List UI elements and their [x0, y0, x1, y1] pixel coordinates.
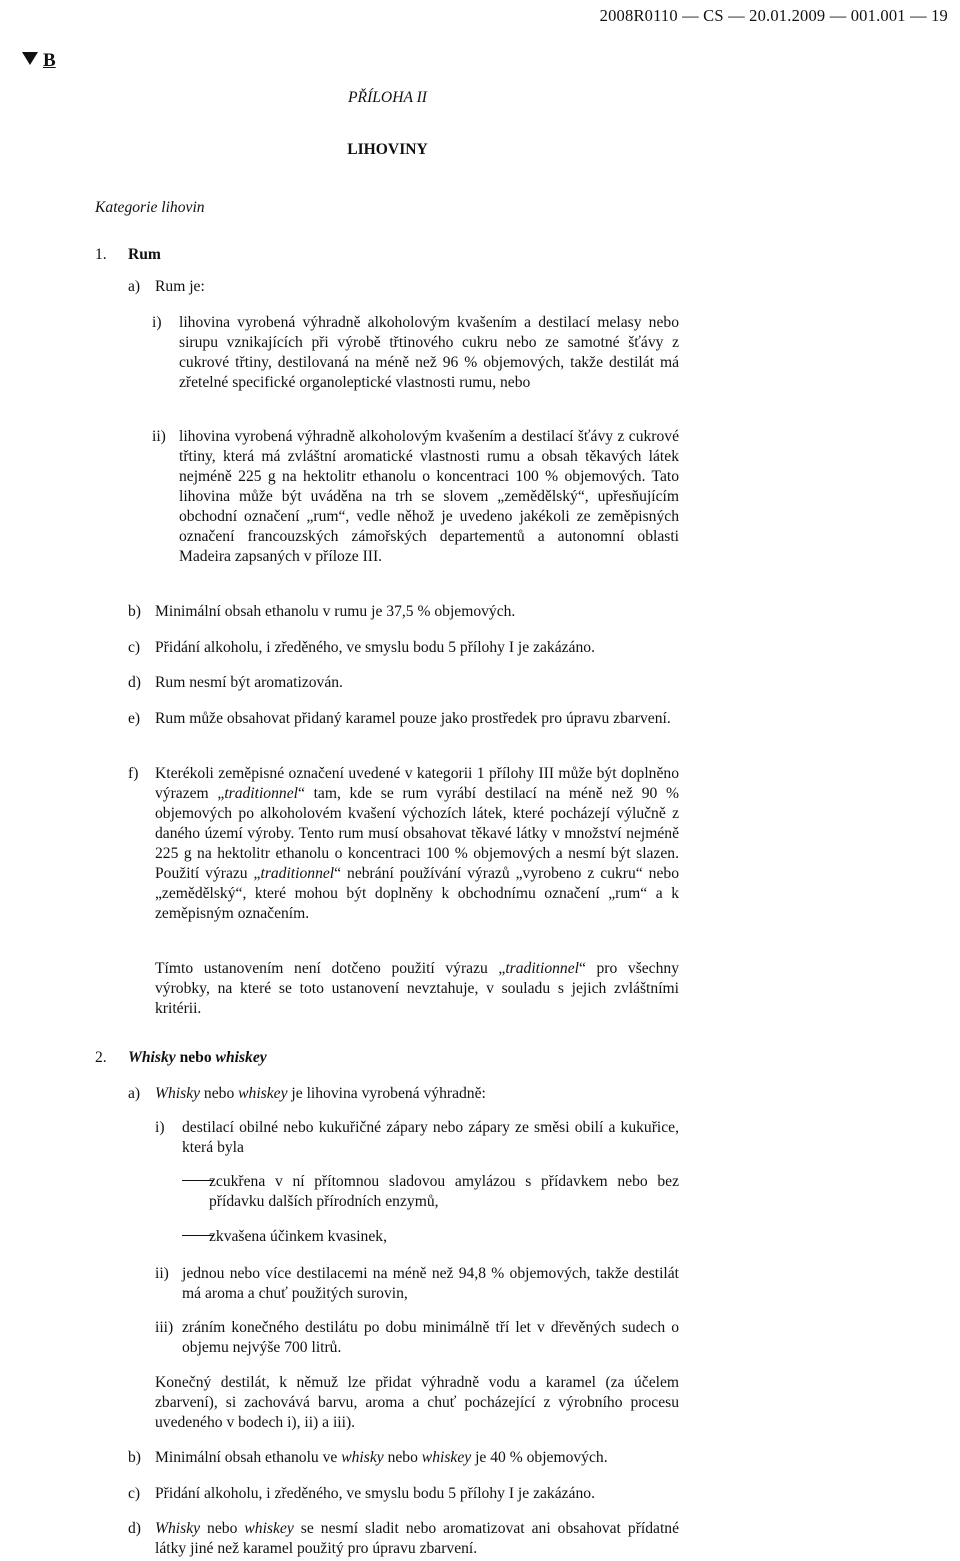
- annex-subtitle: LIHOVINY: [347, 141, 428, 158]
- item-label: a): [128, 1085, 141, 1102]
- paragraph-text: [155, 959, 679, 1019]
- item-label: d): [128, 674, 141, 691]
- item-text: Rum nesmí být aromatizován.: [155, 674, 343, 691]
- item-text: lihovina vyrobená výhradně alkoholovým kvašením a destilací melasy nebo sirupu vznikajících při výrobě třtinového cukru nebo ze samotné šťávy z cukrové třtiny, destilovaná na méně než 96 % objemových, takže destilát má zřetelné specifické organoleptické vlastnosti rumu, nebo: [179, 314, 679, 391]
- item-text: zcukřena v ní přítomnou sladovou amylázou s přídavkem nebo bez přídavku dalších přírodních enzymů,: [209, 1173, 679, 1210]
- italic-term: traditionnel: [224, 785, 298, 802]
- list-item: [128, 1519, 679, 1559]
- section-title: [128, 1048, 267, 1068]
- list-item: [182, 1227, 679, 1247]
- text-run: “ pro všechny výrobky, na které se toto ustanovení nevztahuje, v souladu s jejich zvláštními kritérii.: [155, 960, 679, 1017]
- item-label: [182, 1227, 214, 1247]
- item-text: Přidání alkoholu, i zředěného, ve smyslu bodu 5 přílohy I je zakázáno.: [155, 1485, 595, 1502]
- list-item: [152, 427, 679, 567]
- section-number: 2.: [95, 1049, 107, 1066]
- list-item: [128, 602, 679, 622]
- item-text: Rum může obsahovat přidaný karamel pouze jako prostředek pro úpravu zbarvení.: [155, 710, 671, 727]
- list-item: [128, 1084, 679, 1104]
- paragraph: [155, 959, 679, 1019]
- text-run: Minimální obsah ethanolu ve: [155, 1449, 342, 1466]
- text-run: Kterékoli zeměpisné označení uvedené v kategorii 1 přílohy III může být doplněno výrazem „: [155, 765, 679, 802]
- item-label: b): [128, 603, 141, 620]
- text-run: nebo: [383, 1449, 422, 1466]
- text-run: “ nebrání používání výrazů „vyrobeno z cukru“ nebo „zemědělský“, které mohou být doplněny k obchodnímu označení „rum“ a k zeměpisným označením.: [155, 865, 679, 922]
- item-label: c): [128, 1485, 141, 1502]
- italic-term: Whisky: [155, 1085, 201, 1102]
- italic-term: whiskey: [238, 1085, 288, 1102]
- item-text: Minimální obsah ethanolu v rumu je 37,5 % objemových.: [155, 603, 516, 620]
- list-item: [128, 277, 678, 297]
- item-label: [182, 1172, 214, 1192]
- dash-mark: [182, 1180, 214, 1181]
- list-item: [128, 1448, 679, 1468]
- item-label: f): [128, 765, 139, 782]
- amendment-marker: [22, 51, 56, 71]
- list-item: [128, 1484, 679, 1504]
- italic-term: whisky: [341, 1449, 384, 1466]
- paragraph: [155, 1373, 679, 1433]
- list-item: [155, 1118, 679, 1158]
- list-item: [128, 709, 679, 729]
- section-number: 1.: [95, 246, 107, 263]
- item-text: [155, 764, 679, 924]
- amendment-letter: B: [43, 50, 56, 71]
- item-label: iii): [155, 1319, 174, 1336]
- item-label: b): [128, 1449, 141, 1466]
- text-run: nebo: [200, 1520, 245, 1537]
- annex-title: PŘÍLOHA II: [348, 89, 427, 106]
- item-text: zkvašena účinkem kvasinek,: [209, 1228, 387, 1245]
- paragraph-text: Konečný destilát, k němuž lze přidat výhradně vodu a karamel (za účelem zbarvení), si zachovává barvu, aroma a chuť pocházející z výrobního procesu uvedeného v bodech i), ii) a iii).: [155, 1374, 679, 1431]
- italic-term: whiskey: [215, 1049, 267, 1066]
- text-run: nebo: [200, 1085, 239, 1102]
- item-text: destilací obilné nebo kukuřičné zápary nebo zápary ze směsi obilí a kukuřice, která byla: [182, 1119, 679, 1156]
- item-label: i): [155, 1119, 165, 1136]
- item-label: c): [128, 639, 141, 656]
- triangle-down-icon: [22, 52, 38, 65]
- item-text: zráním konečného destilátu po dobu minimálně tří let v dřevěných sudech o objemu nejvýše 700 litrů.: [182, 1319, 679, 1356]
- document-reference: 2008R0110 — CS — 20.01.2009 — 001.001 — 19: [599, 6, 948, 25]
- item-text: Přidání alkoholu, i zředěného, ve smyslu bodu 5 přílohy I je zakázáno.: [155, 639, 595, 656]
- list-item: [128, 673, 679, 693]
- item-text: jednou nebo více destilacemi na méně než 94,8 % objemových, takže destilát má aroma a chuť použitých surovin,: [182, 1265, 679, 1302]
- text-run: nebo: [175, 1049, 216, 1066]
- item-label: d): [128, 1520, 141, 1537]
- list-item: [128, 638, 679, 658]
- item-label: ii): [152, 428, 166, 445]
- italic-term: traditionnel: [260, 865, 335, 882]
- list-item: [128, 764, 679, 924]
- italic-term: Whisky: [128, 1049, 176, 1066]
- text-run: “ tam, kde se rum vyrábí destilací na méně než 90 % objemových po alkoholovém kvašení výchozích látek, které pocházejí výlučně z daného území výroby. Tento rum musí obsahovat těkavé látky v množství nejméně 225 g na hektolitr ethanolu o koncentraci 100 % objemových a nesmí být slazen. Použití výrazu „: [155, 785, 680, 882]
- category-heading: Kategorie lihovin: [95, 199, 205, 216]
- item-text: Rum je:: [155, 278, 205, 295]
- item-text: [155, 1084, 679, 1104]
- item-text: [155, 1519, 679, 1559]
- list-item: [155, 1264, 679, 1304]
- list-item: [182, 1172, 679, 1212]
- text-run: Tímto ustanovením není dotčeno použití výrazu „: [155, 960, 506, 977]
- dash-mark: [182, 1235, 214, 1236]
- item-label: a): [128, 278, 141, 295]
- list-item: [152, 313, 679, 393]
- item-label: ii): [155, 1265, 169, 1282]
- section-title: Rum: [128, 246, 161, 263]
- text-run: je lihovina vyrobená výhradně:: [287, 1085, 486, 1102]
- italic-term: Whisky: [155, 1520, 201, 1537]
- text-run: se nesmí sladit nebo aromatizovat ani obsahovat přídatné látky jiné než karamel použitý pro úpravu zbarvení.: [155, 1520, 680, 1557]
- list-item: [155, 1318, 679, 1358]
- item-label: e): [128, 710, 141, 727]
- item-text: [155, 1448, 679, 1468]
- italic-term: whiskey: [421, 1449, 472, 1466]
- item-text: lihovina vyrobená výhradně alkoholovým kvašením a destilací šťávy z cukrové třtiny, která má zvláštní aromatické vlastnosti rumu a obsah těkavých látek nejméně 225 g na hektolitr ethanolu o koncentraci 100 % objemových. Tato lihovina může být uváděna na trh se slovem „zemědělský“, upřesňujícím obchodní označení „rum“, vedle něhož je uvedeno jakékoli ze zeměpisných označení francouzských zámořských departementů a autonomní oblasti Madeira zapsaných v příloze III.: [179, 428, 679, 565]
- item-label: i): [152, 314, 162, 331]
- italic-term: traditionnel: [505, 960, 579, 977]
- text-run: je 40 % objemových.: [471, 1449, 608, 1466]
- italic-term: whiskey: [244, 1520, 294, 1537]
